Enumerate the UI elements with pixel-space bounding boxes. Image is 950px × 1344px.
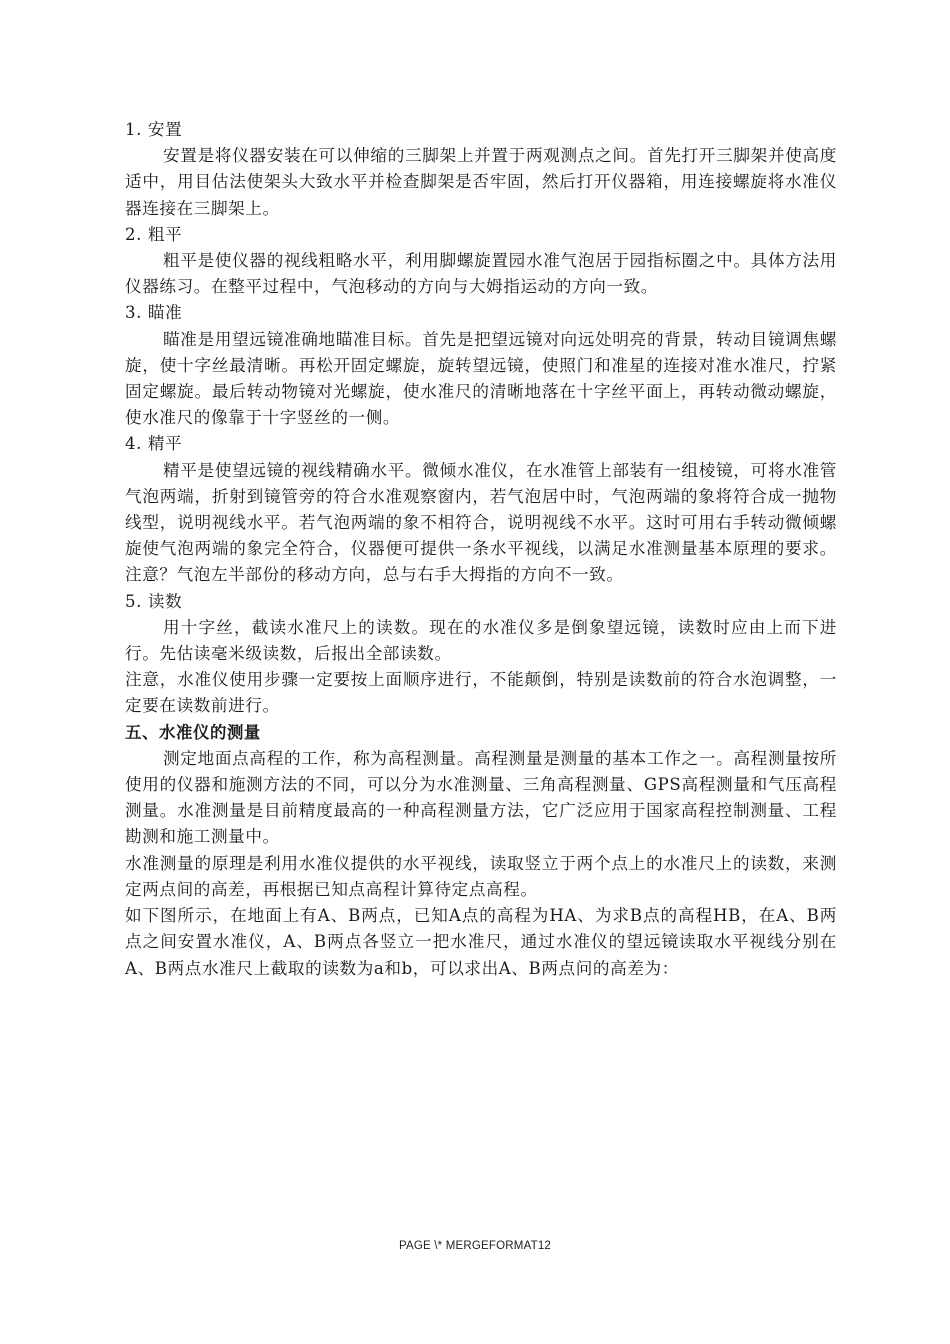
paragraph: 水准测量的原理是利用水准仪提供的水平视线，读取竖立于两个点上的水准尺上的读数，来测定两点间的高差，再根据已知点高程计算待定点高程。 [125, 853, 837, 899]
section-heading: 五、水准仪的测量 [125, 722, 261, 742]
paragraph: 精平是使望远镜的视线精确水平。微倾水准仪，在水准管上部装有一组棱镜，可将水准管气泡两端，折射到镜管旁的符合水准观察窗内，若气泡居中时，气泡两端的象将符合成一抛物线型，说明视线水平。若气泡两端的象不相符合，说明视线不水平。这时可用右手转动微倾螺旋使气泡两端的象完全符合，仪器便可提供一条水平视线，以满足水准测量基本原理的要求。注意？气泡左半部份的移动方向，总与右手大拇指的方向不一致。 [125, 460, 837, 585]
list-item-heading: 4. 精平 [125, 434, 183, 454]
paragraph: 安置是将仪器安装在可以伸缩的三脚架上并置于两观测点之间。首先打开三脚架并使高度适中，用目估法使架头大致水平并检查脚架是否牢固，然后打开仪器箱，用连接螺旋将水准仪器连接在三脚架上。 [125, 146, 837, 218]
note-paragraph: 注意，水准仪使用步骤一定要按上面顺序进行，不能颠倒，特别是读数前的符合水泡调整，一定要在读数前进行。 [125, 670, 837, 716]
paragraph: 测定地面点高程的工作，称为高程测量。高程测量是测量的基本工作之一。高程测量按所使用的仪器和施测方法的不同，可以分为水准测量、三角高程测量、GPS高程测量和气压高程测量。水准测量是目前精度最高的一种高程测量方法，它广泛应用于国家高程控制测量、工程勘测和施工测量中。 [125, 748, 837, 847]
list-item-heading: 3. 瞄准 [125, 303, 183, 323]
paragraph: 瞄准是用望远镜准确地瞄准目标。首先是把望远镜对向远处明亮的背景，转动目镜调焦螺旋，使十字丝最清晰。再松开固定螺旋，旋转望远镜，使照门和准星的连接对准水准尺，拧紧固定螺旋。最后转动物镜对光螺旋，使水准尺的清晰地落在十字丝平面上，再转动微动螺旋，使水准尺的像靠于十字竖丝的一侧。 [125, 329, 837, 428]
document-body [125, 117, 837, 982]
paragraph: 粗平是使仪器的视线粗略水平，利用脚螺旋置园水准气泡居于园指标圈之中。具体方法用仪器练习。在整平过程中，气泡移动的方向与大姆指运动的方向一致。 [125, 251, 837, 297]
list-item-heading: 5. 读数 [125, 591, 183, 611]
paragraph: 用十字丝，截读水准尺上的读数。现在的水准仪多是倒象望远镜，读数时应由上而下进行。先估读毫米级读数，后报出全部读数。 [125, 617, 837, 664]
list-item-heading: 1. 安置 [125, 120, 183, 139]
paragraph: 如下图所示，在地面上有A、B两点，已知A点的高程为HA、为求B点的高程HB，在A、B两点之间安置水准仪，A、B两点各竖立一把水准尺，通过水准仪的望远镜读取水平视线分别在A、B两点水准尺上截取的读数为a和b，可以求出A、B两点问的高差为： [125, 906, 837, 978]
page-footer: PAGE \* MERGEFORMAT12 [398, 1240, 552, 1252]
list-item-heading: 2. 粗平 [125, 224, 183, 244]
